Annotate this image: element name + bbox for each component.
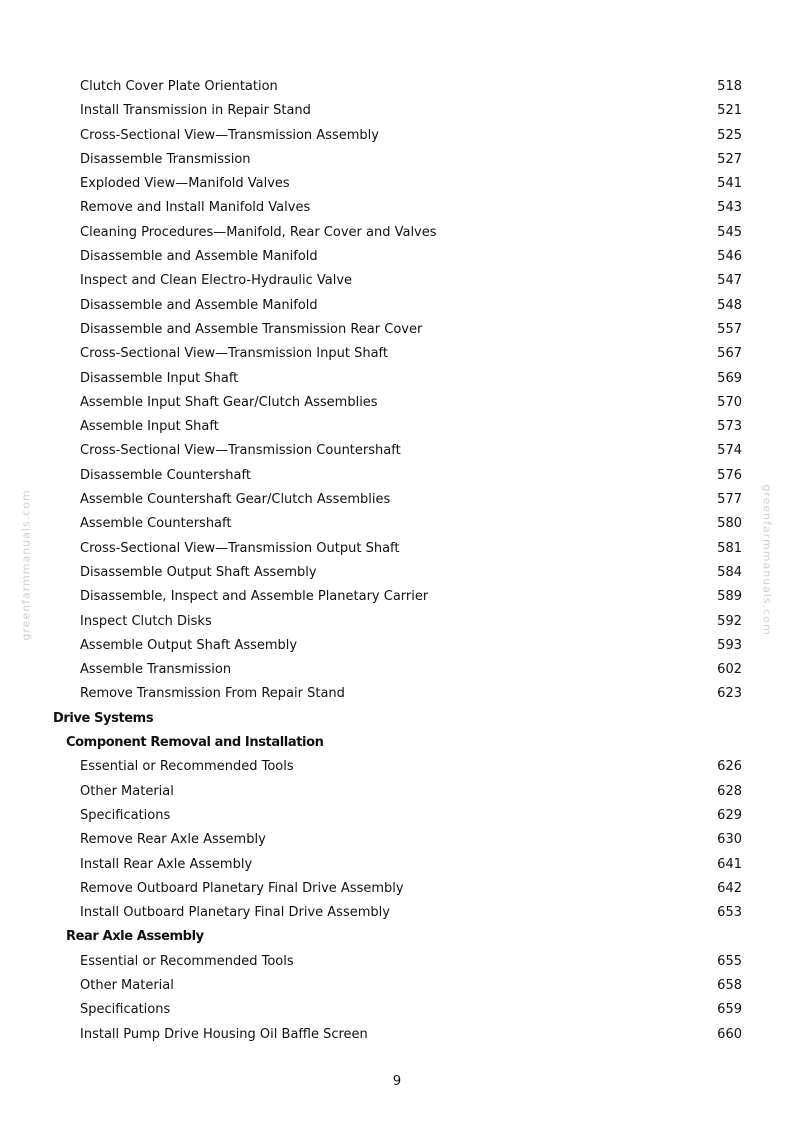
toc-entry-page-number: 580 [717,516,742,532]
toc-entry-page-number: 527 [717,151,742,167]
toc-entry[interactable] [0,488,794,512]
toc-entry-page-number: 541 [717,176,742,192]
toc-entry-page-number: 629 [717,807,742,823]
toc-entry-page-number: 569 [717,370,742,386]
toc-entry-page-number: 573 [717,419,742,435]
toc-section-heading [0,731,794,755]
toc-entry[interactable] [0,755,794,779]
toc-entry-page-number: 521 [717,103,742,119]
toc-entry-title: Specifications [80,807,171,823]
toc-entry-page-number: 576 [717,467,742,483]
toc-entry-title: Install Transmission in Repair Stand [80,103,311,119]
toc-entry[interactable] [0,342,794,366]
toc-entry[interactable] [0,1023,794,1047]
toc-entry[interactable] [0,537,794,561]
toc-entry-title: Inspect Clutch Disks [80,613,212,629]
toc-entry[interactable] [0,658,794,682]
toc-entry-title: Inspect and Clean Electro-Hydraulic Valve [80,273,353,289]
toc-entry[interactable] [0,974,794,998]
table-of-contents [0,75,794,1047]
toc-entry-page-number: 546 [717,249,742,265]
toc-entry-page-number: 545 [717,224,742,240]
toc-entry[interactable] [0,148,794,172]
toc-entry-page-number: 574 [717,443,742,459]
toc-entry-page-number: 577 [717,492,742,508]
toc-entry-title: Disassemble and Assemble Manifold [80,297,318,313]
watermark-left: greenfarmmanuals.com [19,489,33,641]
toc-entry-title: Disassemble Transmission [80,151,251,167]
toc-entry-title: Assemble Input Shaft Gear/Clutch Assemblies [80,394,378,410]
toc-entry[interactable] [0,877,794,901]
toc-entry[interactable] [0,245,794,269]
toc-entry-title: Disassemble Countershaft [80,467,251,483]
toc-entry[interactable] [0,269,794,293]
toc-entry-title: Disassemble and Assemble Manifold [80,249,318,265]
toc-entry[interactable] [0,221,794,245]
toc-entry-title: Disassemble, Inspect and Assemble Planetary Carrier [80,589,429,605]
toc-entry-page-number: 642 [717,880,742,896]
toc-entry-page-number: 658 [717,977,742,993]
toc-entry[interactable] [0,950,794,974]
toc-entry-title: Specifications [80,1002,171,1018]
watermark-right: greenfarmmanuals.com [760,484,774,636]
toc-entry-title: Remove and Install Manifold Valves [80,200,311,216]
toc-entry[interactable] [0,294,794,318]
toc-entry[interactable] [0,318,794,342]
toc-entry[interactable] [0,439,794,463]
toc-entry-page-number: 660 [717,1026,742,1042]
toc-entry-title: Cleaning Procedures—Manifold, Rear Cover and Valves [80,224,437,240]
toc-entry-title: Install Pump Drive Housing Oil Baffle Screen [80,1026,368,1042]
toc-entry-page-number: 593 [717,637,742,653]
toc-entry-page-number: 547 [717,273,742,289]
toc-entry[interactable] [0,124,794,148]
toc-entry-page-number: 518 [717,79,742,94]
toc-entry-title: Disassemble and Assemble Transmission Rear Cover [80,321,423,337]
toc-entry-page-number: 623 [717,686,742,702]
toc-entry[interactable] [0,391,794,415]
toc-entry[interactable] [0,75,794,99]
toc-entry-page-number: 653 [717,905,742,921]
page-number: 9 [392,1074,402,1089]
toc-entry-title: Drive Systems [53,710,154,726]
toc-entry-page-number: 557 [717,321,742,337]
toc-entry[interactable] [0,682,794,706]
toc-entry[interactable] [0,998,794,1022]
toc-entry[interactable] [0,780,794,804]
toc-entry[interactable] [0,804,794,828]
toc-entry[interactable] [0,415,794,439]
toc-entry-title: Disassemble Input Shaft [80,370,239,386]
toc-entry-page-number: 589 [717,589,742,605]
toc-entry-title: Assemble Output Shaft Assembly [80,637,298,653]
toc-entry-page-number: 581 [717,540,742,556]
toc-entry[interactable] [0,196,794,220]
toc-entry-title: Assemble Countershaft [80,516,232,532]
toc-entry-page-number: 641 [717,856,742,872]
toc-entry-title: Cross-Sectional View—Transmission Input Shaft [80,346,388,362]
toc-entry-title: Cross-Sectional View—Transmission Output Shaft [80,540,400,556]
toc-section-heading [0,925,794,949]
toc-entry-title: Assemble Input Shaft [80,419,219,435]
toc-chapter-heading [0,707,794,731]
toc-entry[interactable] [0,585,794,609]
toc-entry-page-number: 567 [717,346,742,362]
toc-entry-page-number: 592 [717,613,742,629]
toc-entry-page-number: 548 [717,297,742,313]
toc-entry-page-number: 655 [717,953,742,969]
toc-entry-title: Cross-Sectional View—Transmission Assembly [80,127,379,143]
toc-entry[interactable] [0,561,794,585]
toc-entry-title: Essential or Recommended Tools [80,953,294,969]
toc-entry-page-number: 659 [717,1002,742,1018]
toc-entry-page-number: 525 [717,127,742,143]
toc-entry-title: Other Material [80,977,174,993]
toc-entry-page-number: 630 [717,832,742,848]
toc-entry[interactable] [0,901,794,925]
toc-entry[interactable] [0,853,794,877]
toc-entry[interactable] [0,610,794,634]
toc-entry-title: Assemble Countershaft Gear/Clutch Assemblies [80,492,391,508]
toc-entry-title: Cross-Sectional View—Transmission Countershaft [80,443,401,459]
toc-entry[interactable] [0,828,794,852]
toc-entry-page-number: 628 [717,783,742,799]
toc-entry-title: Install Outboard Planetary Final Drive Assembly [80,905,390,921]
toc-entry-title: Other Material [80,783,174,799]
toc-entry[interactable] [0,172,794,196]
toc-entry-title: Essential or Recommended Tools [80,759,294,775]
toc-entry-title: Rear Axle Assembly [66,929,204,945]
toc-entry-page-number: 570 [717,394,742,410]
toc-entry-page-number: 584 [717,564,742,580]
toc-entry[interactable] [0,464,794,488]
toc-entry-page-number: 602 [717,662,742,678]
toc-entry-title: Clutch Cover Plate Orientation [80,79,278,94]
toc-entry-page-number: 543 [717,200,742,216]
toc-entry-title: Install Rear Axle Assembly [80,856,253,872]
toc-entry[interactable] [0,367,794,391]
toc-entry[interactable] [0,99,794,123]
toc-entry[interactable] [0,512,794,536]
toc-entry-title: Remove Rear Axle Assembly [80,832,266,848]
toc-entry[interactable] [0,634,794,658]
toc-entry-page-number: 626 [717,759,742,775]
toc-entry-title: Exploded View—Manifold Valves [80,176,290,192]
toc-entry-title: Assemble Transmission [80,662,232,678]
toc-entry-title: Remove Outboard Planetary Final Drive Assembly [80,880,404,896]
toc-entry-title: Disassemble Output Shaft Assembly [80,564,317,580]
toc-entry-title: Remove Transmission From Repair Stand [80,686,345,702]
toc-entry-title: Component Removal and Installation [66,735,324,751]
